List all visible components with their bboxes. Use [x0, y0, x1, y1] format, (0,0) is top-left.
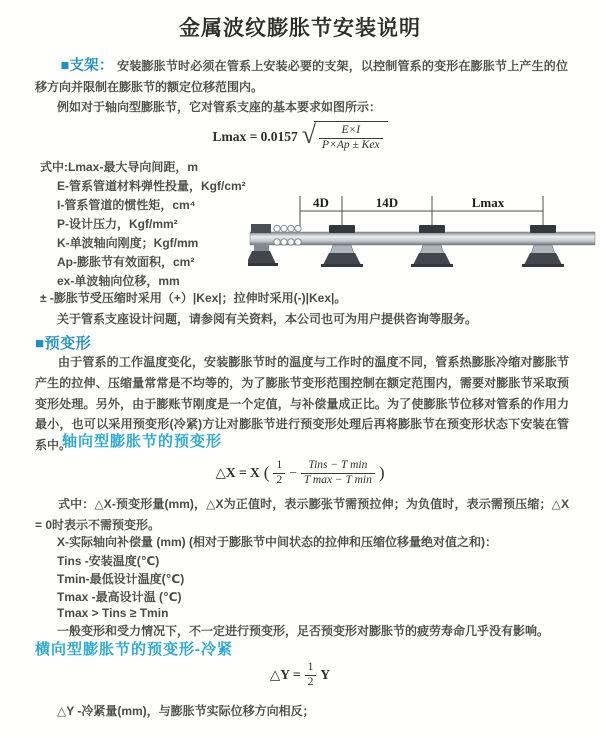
- support-example-line: 例如对于轴向型膨胀节，它对管系支座的基本要求如图所示：: [57, 100, 382, 114]
- tins-definition-line: Tins -安装温度(℃): [57, 554, 160, 568]
- fraction-denominator: T max − T min: [301, 473, 375, 488]
- predeform-heading-label: 预变形: [44, 335, 92, 352]
- open-paren: (: [263, 463, 270, 482]
- pipe-guide-support: [522, 225, 564, 267]
- definition-item: Ap-膨胀节有效面积，cm²: [57, 255, 195, 269]
- temperature-fraction: [301, 459, 375, 488]
- lmax-formula-lhs: Lmax = 0.0157: [212, 129, 298, 144]
- definition-item: K-单波轴向刚度；Kgf/mm: [57, 236, 199, 250]
- tmin-definition-line: Tmin-最低设计温度(℃): [57, 572, 185, 586]
- axial-formula-explanation: 式中：△X-预变形量(mm)，△X为正值时，表示膨张节需预拉伸；为负值时，表示需预压缩；△X = 0时表示不需预变形。: [35, 497, 569, 532]
- axial-subheading: 轴向型膨胀节的预变形: [62, 433, 223, 450]
- kex-note: ± -膨胀节受压缩时采用（+）|Kex|；拉伸时采用(-)|Kex|。: [40, 291, 347, 305]
- predeform-section-heading: [35, 332, 91, 353]
- fraction-numerator: 1: [276, 458, 283, 471]
- lmax-formula: [0, 121, 600, 153]
- temperature-relation-line: Tmax > Tins ≥ Tmin: [57, 606, 169, 620]
- dimension-label-14d: 14D: [375, 195, 399, 210]
- dimension-label-4d: 4D: [313, 195, 329, 210]
- one-half-fraction: [273, 459, 285, 488]
- lmax-fraction: [319, 124, 383, 153]
- definition-item: I-管系管道的惯性矩，cm⁴: [57, 198, 196, 212]
- pipe-guide-support: [321, 225, 363, 267]
- lateral-predeform-formula: [0, 660, 600, 690]
- general-note-line: 一般变形和受力情况下，不一定进行预变形，足否预变形对膨胀节的疲劳寿命几乎没有影响。: [57, 624, 550, 638]
- predeform-body-paragraph: 由于管系的工作温度变化，安装膨胀节时的温度与工作时的温度不同，管系热膨胀冷缩对膨胀节产生的拉伸、压缩量常常是不均等的，为了膨胀节变形范围控制在额定范围内，需要对膨胀节采取预变形处理。另外，由于膨账节刚度是一个定值，与补偿量成正比。为了使膨胀节位移对管系的作用力最小，也可以采用预变形(冷紧)方让对膨胀节进行预变形处理后再将膨胀节在预变形状态下安装在管系中。: [35, 355, 569, 453]
- fraction-denominator: P×Ap ± Kex: [319, 138, 383, 153]
- fraction-numerator: Tins − T min: [308, 458, 368, 471]
- pipe-support-diagram: [248, 192, 598, 287]
- support-intro-text: 安装膨胀节时必须在管系上安装必要的支架，以控制管系的变形在膨胀节上产生的位移方向并限制在膨胀节的额定位移范围内。: [35, 59, 568, 94]
- tmax-definition-line: Tmax -最高设计温 (℃): [57, 590, 182, 604]
- lateral-formula-rhs: Y: [320, 667, 331, 682]
- pipe: [250, 232, 595, 245]
- sqrt-radical: [302, 121, 388, 153]
- symbol-definition-list: [40, 158, 246, 291]
- pipe-guide-support: [411, 225, 453, 267]
- lateral-subheading: 横向型膨胀节的预变形-冷紧: [35, 641, 233, 658]
- axial-formula-lhs: △X = X: [215, 465, 260, 480]
- page-title: 金属波纹膨胀节安装说明: [179, 17, 421, 40]
- fraction-numerator: E×I: [341, 124, 361, 137]
- x-definition-line: X-实际轴向补偿量 (mm) (相对于膨胀节中间状态的拉伸和压缩位移量绝对值之和)：: [57, 535, 497, 549]
- definition-item: 式中:Lmax-最大导向间距，m: [40, 160, 199, 174]
- minus-operator: −: [289, 465, 297, 480]
- section-marker-icon: ■: [35, 335, 45, 352]
- definition-item: E-管系管道材料弹性投量，Kgf/cm²: [57, 179, 246, 193]
- dimension-label-lmax: Lmax: [471, 195, 505, 210]
- support-section-paragraph: [35, 56, 568, 97]
- cold-tightening-note: △Y -冷紧量(mm)，与膨胀节实际位移方向相反；: [57, 704, 315, 718]
- dimension-lines: [300, 196, 543, 230]
- close-paren: ): [378, 463, 385, 482]
- support-section-heading: [61, 58, 114, 74]
- fraction-denominator: 2: [305, 675, 317, 690]
- fraction-numerator: 1: [307, 660, 314, 673]
- one-half-fraction: [305, 661, 317, 690]
- axial-predeform-formula: [0, 456, 600, 490]
- support-heading-label: 支架：: [69, 58, 114, 74]
- lateral-formula-lhs: △Y =: [269, 667, 301, 682]
- service-note: 关于管系支座设计问题，请参阅有关资料，本公司也可为用户提供咨询等服务。: [57, 312, 478, 326]
- radical-sign-icon: √: [301, 120, 317, 150]
- section-marker-icon: ■: [60, 58, 70, 74]
- definition-item: P-设计压力，Kgf/mm²: [57, 217, 178, 231]
- definition-item: ex-单波轴向位移，mm: [57, 274, 180, 288]
- fraction-denominator: 2: [273, 473, 285, 488]
